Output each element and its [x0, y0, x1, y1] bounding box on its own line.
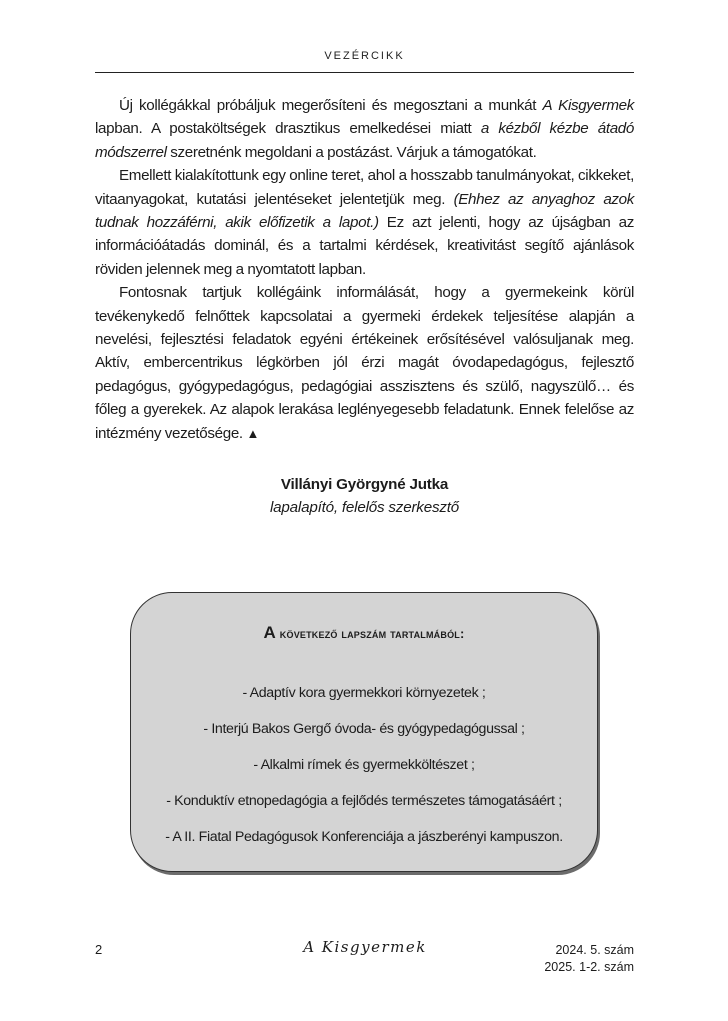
article-text: Emellett kialakítottunk egy online teret, ahol a hosszabb tanulmányokat, cikkeket, vitaanyagokat, kutatási jelentéseket jelentetjük meg. — [95, 167, 634, 208]
author-role: lapalapító, felelős szerkesztő — [269, 499, 459, 516]
magazine-title: A Kisgyermek — [303, 938, 427, 956]
page-number: 2 — [95, 942, 103, 957]
article-italic-text: a kézből kézbe átadó módszerrel — [95, 120, 634, 161]
list-item: - Interjú Bakos Gergő óvoda- és gyógypedagógussal ; — [203, 721, 525, 737]
list-item: - Adaptív kora gyermekkori környezetek ; — [242, 685, 486, 701]
section-header: VEZÉRCIKK — [324, 50, 405, 62]
end-mark-icon: ▲ — [246, 425, 259, 441]
signature-block — [95, 473, 634, 519]
next-issue-list — [131, 684, 597, 864]
article-italic-text: (Ehhez az anyaghoz azok tudnak hozzáférni, akik előfizetik a lapot.) — [95, 190, 635, 232]
next-issue-title-text: következő lapszám tartalmából: — [275, 626, 465, 641]
article-text: Új kollégákkal próbáljuk megerősíteni és megosztani a munkát — [119, 97, 543, 114]
issue-info — [544, 942, 634, 976]
list-item: - Alkalmi rímek és gyermekköltészet ; — [253, 757, 475, 773]
article-text: lapban. A postaköltségek drasztikus emelkedései miatt — [95, 120, 481, 138]
next-issue-title-initial: A — [263, 623, 276, 642]
next-issue-title — [131, 623, 597, 643]
editorial-article — [95, 94, 634, 445]
list-item: - A II. Fiatal Pedagógusok Konferenciája a jászberényi kampuszon. — [165, 829, 563, 845]
article-text: Fontosnak tartjuk kollégáink informálását, hogy a gyermekeink körül tevékenykedő felnőttek kapcsolatai a gyermeki érdekek teljesítése alapján a nevelési, fejlesztési feladatok egyéni értékeinek erősítésével valósuljanak meg. Aktív, embercentrikus légkörben jól érzi magát óvodapedagógus, fejlesztő pedagógus, gyógypedagógus, pedagógiai asszisztens és szülő, nagyszülő… és főleg a gyerekek. Az alapok lerakása leglényegesebb feladatunk. Ennek felelőse az intézmény vezetősége. — [95, 284, 634, 442]
issue-line: 2024. 5. szám — [555, 943, 634, 957]
header-divider — [95, 72, 634, 73]
article-paragraph — [95, 281, 634, 445]
article-text: szeretnénk megoldani a postázást. Várjuk a támogatókat. — [166, 143, 537, 161]
article-paragraph — [95, 94, 634, 164]
article-text: Ez azt jelenti, hogy az újságban az információátadás dominál, és a tartalmi kérdések, kreativitást segítő ajánlások röviden jelennek meg a nyomtatott lapban. — [95, 214, 635, 278]
list-item: - Konduktív etnopedagógia a fejlődés természetes támogatásáért ; — [166, 793, 562, 809]
article-paragraph — [95, 164, 634, 281]
author-name: Villányi Györgyné Jutka — [280, 476, 449, 493]
article-italic-text: A Kisgyermek — [542, 97, 634, 114]
next-issue-box — [130, 592, 598, 872]
issue-line: 2025. 1-2. szám — [544, 960, 634, 974]
